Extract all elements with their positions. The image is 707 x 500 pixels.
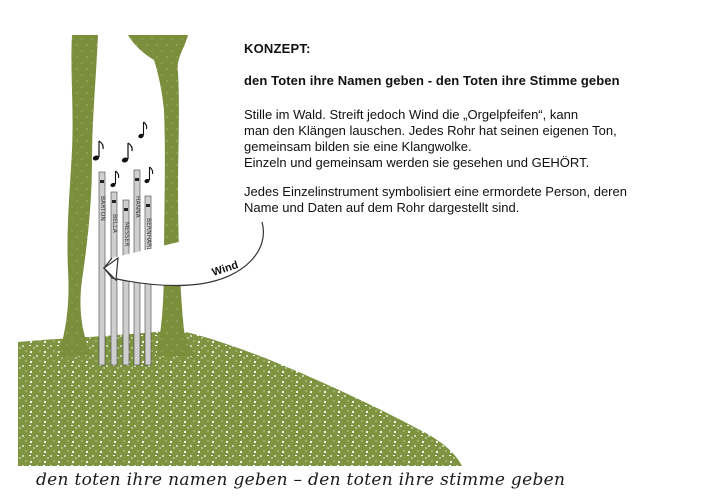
paragraph-line: Name und Daten auf dem Rohr dargestellt sind. bbox=[244, 200, 520, 215]
music-note-icon bbox=[121, 143, 132, 163]
concept-paragraph-2 bbox=[244, 184, 627, 216]
paragraph-line: Stille im Wald. Streift jedoch Wind die „Orgelpfeifen“, kann bbox=[244, 107, 579, 122]
music-note-icon bbox=[144, 167, 153, 184]
music-note-icon bbox=[92, 141, 103, 161]
pipe-3-name: MESSER bbox=[123, 222, 130, 247]
pipe-2-name: BELLA bbox=[111, 214, 118, 233]
paragraph-line: Jedes Einzelinstrument symbolisiert eine ermordete Person, deren bbox=[244, 184, 627, 199]
paragraph-line: Einzeln und gemeinsam werden sie gesehen und GEHÖRT. bbox=[244, 155, 590, 170]
wind-label: Wind bbox=[210, 259, 240, 279]
pipe-4-name: HANNA bbox=[134, 196, 141, 218]
paragraph-line: gemeinsam bilden sie eine Klangwolke. bbox=[244, 139, 472, 154]
handwritten-caption: den toten ihre namen geben – den toten ihre stimme geben bbox=[36, 470, 566, 490]
tree-trunk-left bbox=[58, 35, 98, 358]
pipe-5-name: BERNHARD bbox=[145, 218, 152, 252]
concept-subheading: den Toten ihre Namen geben - den Toten ihre Stimme geben bbox=[244, 73, 620, 88]
pipe-1-name: BARTON bbox=[99, 196, 106, 221]
music-note-icon bbox=[138, 122, 147, 139]
concept-heading: KONZEPT: bbox=[244, 41, 311, 56]
paragraph-line: man den Klängen lauschen. Jedes Rohr hat seinen eigenen Ton, bbox=[244, 123, 617, 138]
concept-paragraph-1 bbox=[244, 107, 617, 171]
music-note-icon bbox=[110, 171, 119, 188]
